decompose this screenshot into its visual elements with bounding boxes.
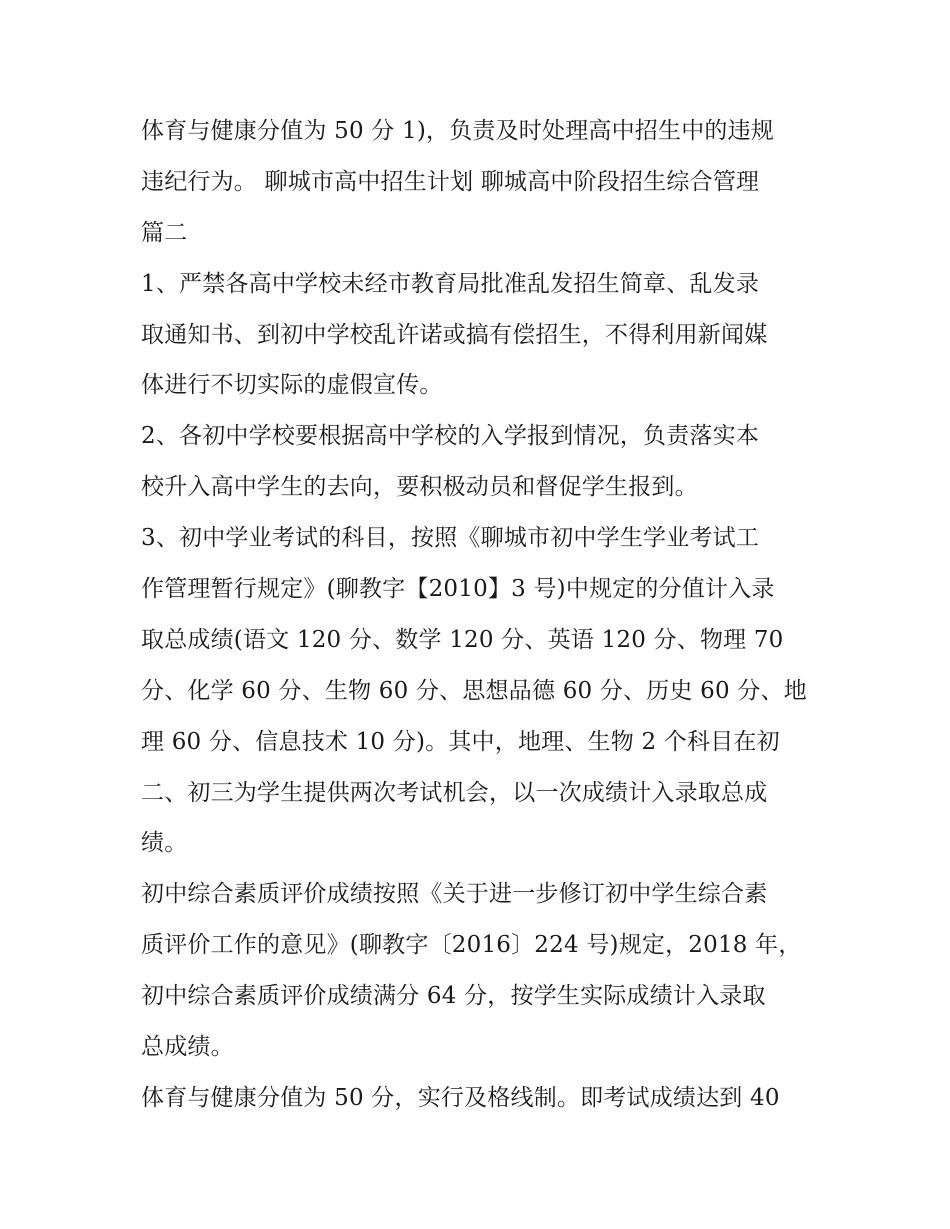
text-line: 二、初三为学生提供两次考试机会，以一次成绩计入录取总成: [141, 779, 768, 806]
document-body: [141, 106, 821, 1124]
text-line: 违纪行为。 聊城市高中招生计划 聊城高中阶段招生综合管理: [141, 168, 760, 195]
text-line: 分、化学 60 分、生物 60 分、思想品德 60 分、历史 60 分、地: [141, 677, 807, 704]
section-heading: 篇二: [141, 219, 188, 246]
text-line: 校升入高中学生的去向，要积极动员和督促学生报到。: [141, 474, 698, 501]
text-line: 质评价工作的意见》(聊教字〔2016〕224 号)规定，2018 年，: [141, 932, 802, 959]
text-line: 1、严禁各高中学校未经市教育局批准乱发招生简章、乱发录: [141, 270, 760, 297]
text-line: 体进行不切实际的虚假宣传。: [141, 372, 443, 399]
text-line: 理 60 分、信息技术 10 分)。其中，地理、生物 2 个科目在初: [141, 728, 780, 755]
text-line: 取总成绩(语文 120 分、数学 120 分、英语 120 分、物理 70: [141, 626, 784, 653]
text-line: 绩。: [141, 830, 188, 857]
text-line: 取通知书、到初中学校乱许诺或搞有偿招生，不得利用新闻媒: [141, 321, 768, 348]
text-line: 2、各初中学校要根据高中学校的入学报到情况，负责落实本: [141, 423, 760, 450]
text-line: 初中综合素质评价成绩满分 64 分，按学生实际成绩计入录取: [141, 983, 766, 1010]
text-line: 体育与健康分值为 50 分 1)，负责及时处理高中招生中的违规: [141, 118, 775, 144]
text-line: 初中综合素质评价成绩按照《关于进一步修订初中学生综合素: [141, 881, 768, 908]
text-line: 作管理暂行规定》(聊教字【2010】3 号)中规定的分值计入录: [141, 576, 775, 603]
text-line: 总成绩。: [141, 1034, 234, 1061]
text-line: 3、初中学业考试的科目，按照《聊城市初中学生学业考试工: [141, 525, 760, 552]
text-line: 体育与健康分值为 50 分，实行及格线制。即考试成绩达到 40: [141, 1084, 780, 1111]
